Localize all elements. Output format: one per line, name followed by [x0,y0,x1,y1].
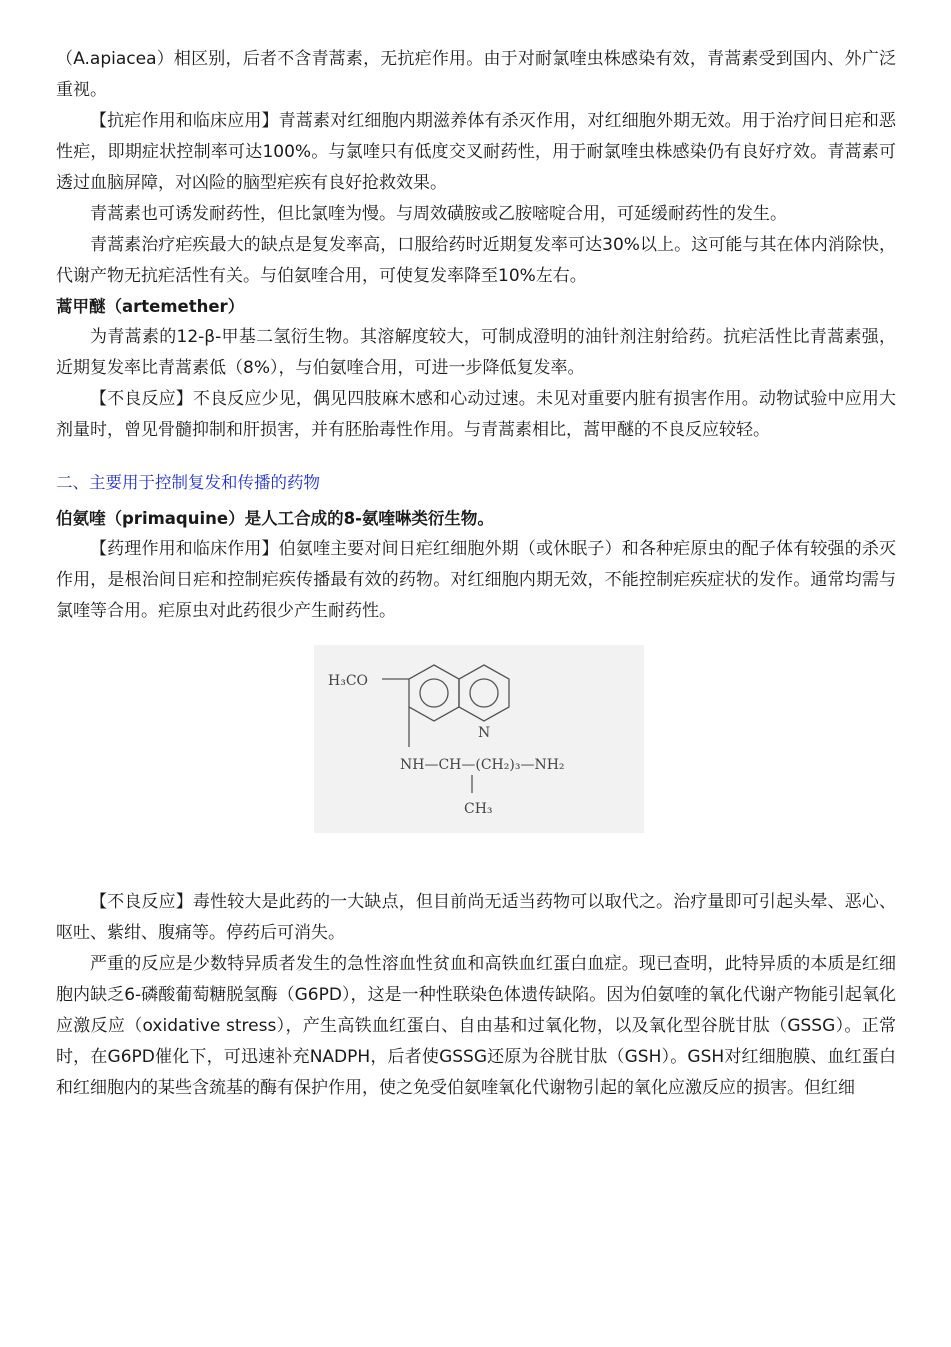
paragraph-antimalarial-use: 【抗疟作用和临床应用】青蒿素对红细胞内期滋养体有杀灭作用，对红细胞外期无效。用于治疗间日疟和恶性疟，即期症状控制率可达100%。与氯喹只有低度交叉耐药性，用于耐氯喹虫株感染仍有良好疗效。青蒿素可透过血脑屏障，对凶险的脑型疟疾有良好抢救效果。 [56,111,896,193]
section-heading: 二、主要用于控制复发和传播的药物 [56,473,320,492]
benzene-ring [409,665,459,721]
primaquine-structure-figure [314,645,644,833]
pyridine-ring-circle [470,679,498,707]
paragraph-adverse-artemether: 【不良反应】不良反应少见，偶见四肢麻木感和心动过速。未见对重要内脏有损害作用。动物试验中应用大剂量时，曾见骨髓抑制和肝损害，并有胚胎毒性作用。与青蒿素相比，蒿甲醚的不良反应较轻。 [56,389,896,440]
nitrogen-label: N [478,725,491,741]
paragraph: （A.apiacea）相区别，后者不含青蒿素，无抗疟作用。由于对耐氯喹虫株感染有效，青蒿素受到国内、外广泛重视。 [56,49,896,100]
paragraph-recurrence: 青蒿素治疗疟疾最大的缺点是复发率高，口服给药时近期复发率可达30%以上。这可能与其在体内消除快，代谢产物无抗疟活性有关。与伯氨喹合用，可使复发率降至10%左右。 [56,235,896,286]
side-chain-label: NH—CH—(CH₂)₃—NH₂ [400,757,565,773]
document-page [56,44,896,1104]
heading-artemether: 蒿甲醚（artemether） [56,297,245,316]
heading-primaquine: 伯氨喹（primaquine）是人工合成的8-氨喹啉类衍生物。 [56,509,494,528]
methyl-label: CH₃ [464,801,493,817]
figure-container [56,645,896,873]
paragraph-adverse-primaquine: 【不良反应】毒性较大是此药的一大缺点，但目前尚无适当药物可以取代之。治疗量即可引起头晕、恶心、呕吐、紫绀、腹痛等。停药后可消失。 [56,892,896,943]
methoxy-label: H₃CO [328,673,369,689]
paragraph-primaquine-pharmacology: 【药理作用和临床作用】伯氨喹主要对间日疟红细胞外期（或休眠子）和各种疟原虫的配子体有较强的杀灭作用，是根治间日疟和控制疟疾传播最有效的药物。对红细胞内期无效，不能控制疟疾症状的发作。通常均需与氯喹等合用。疟原虫对此药很少产生耐药性。 [56,539,896,621]
benzene-ring-circle [420,679,448,707]
paragraph-artemether: 为青蒿素的12-β-甲基二氢衍生物。其溶解度较大，可制成澄明的油针剂注射给药。抗疟活性比青蒿素强，近期复发率比青蒿素低（8%），与伯氨喹合用，可进一步降低复发率。 [56,327,896,378]
primaquine-structure-diagram [314,645,644,833]
paragraph-resistance: 青蒿素也可诱发耐药性，但比氯喹为慢。与周效磺胺或乙胺嘧啶合用，可延缓耐药性的发生。 [90,204,787,224]
pyridine-ring [459,665,509,721]
paragraph-g6pd: 严重的反应是少数特异质者发生的急性溶血性贫血和高铁血红蛋白血症。现已查明，此特异质的本质是红细胞内缺乏6-磷酸葡萄糖脱氢酶（G6PD），这是一种性联染色体遗传缺陷。因为伯氨喹的氧化代谢产物能引起氧化应激反应（oxidative stress），产生高铁血红蛋白、自由基和过氧化物，以及氧化型谷胱甘肽（GSSG）。正常时，在G6PD催化下，可迅速补充NADPH，后者使GSSG还原为谷胱甘肽（GSH）。GSH对红细胞膜、血红蛋白和红细胞内的某些含巯基的酶有保护作用，使之免受伯氨喹氧化代谢物引起的氧化应激反应的损害。但红细 [56,954,896,1098]
